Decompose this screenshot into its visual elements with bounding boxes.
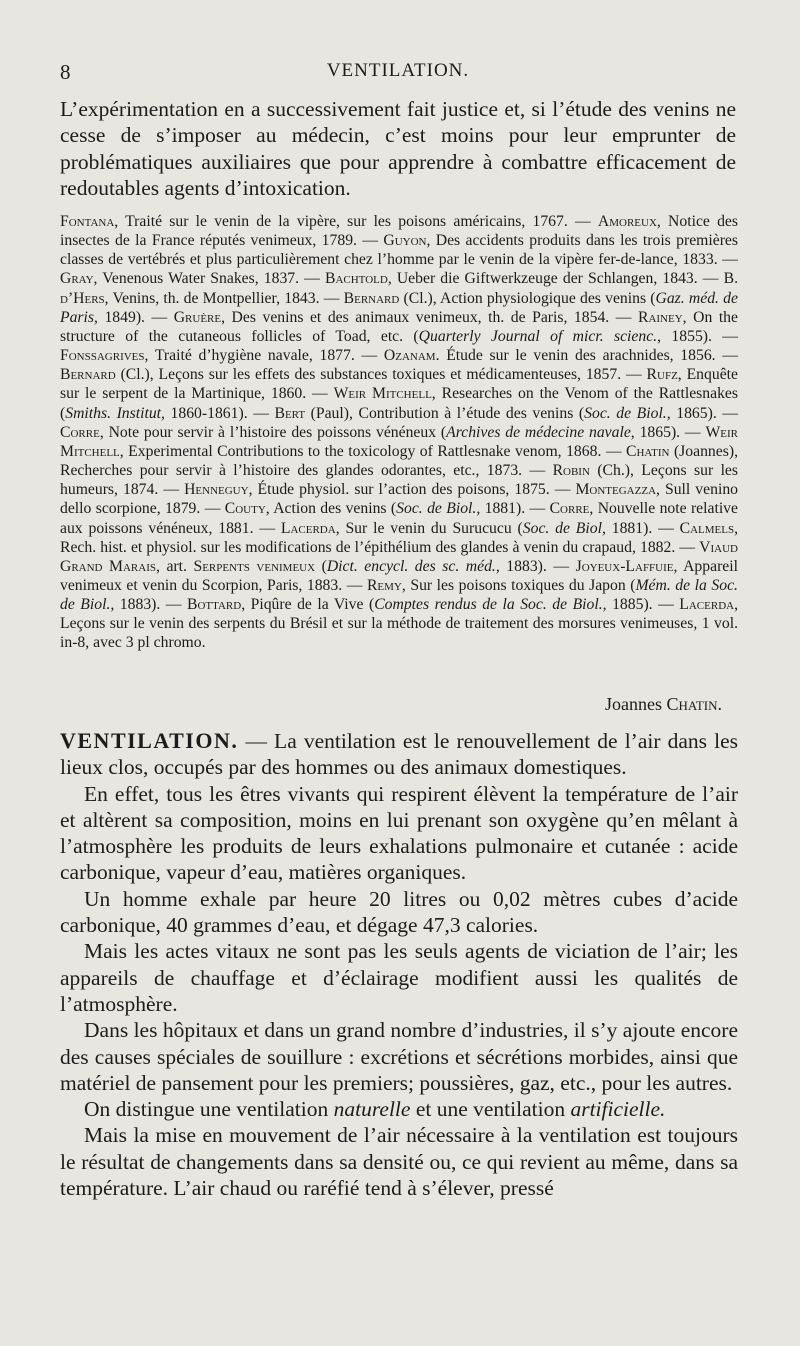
author-name: Weir Mitchell	[60, 423, 738, 460]
emphasis: naturelle	[333, 1097, 411, 1122]
journal-title: Dict. encycl. des sc. méd.,	[326, 557, 500, 575]
article-headword: VENTILATION.	[60, 728, 239, 753]
author-name: Viaud Grand Marais	[60, 538, 738, 575]
intro-paragraph: L’expérimentation en a successivement fait justice et, si l’étude des venins ne cesse de s’imposer au médecin, c’est moins pour leur emprunter de problématiques auxiliaires que pour apprendre à combattre efficacement de redoutables agents d’intoxication.	[60, 97, 736, 200]
article-paragraph: Mais la mise en mouvement de l’air nécessaire à la ventilation est toujours le résultat de changements dans sa densité ou, ce qui revient au même, dans sa température. L’air chaud ou raréfié tend à s’élever, pressé	[60, 1123, 738, 1201]
author-name: Bottard	[187, 596, 242, 614]
page-header	[60, 60, 736, 88]
author-name: Gray	[60, 270, 94, 288]
author-name: Lacerda	[679, 596, 735, 614]
page-number: 8	[60, 60, 71, 84]
author-name: B. d’Hers	[60, 270, 738, 307]
author-name: Henneguy	[184, 481, 249, 499]
journal-title: Mém. de la Soc. de Biol.,	[60, 576, 738, 614]
journal-title: Smiths. Institut,	[65, 404, 165, 422]
author-name: Bernard	[60, 366, 116, 384]
author-name: Rufz	[646, 366, 678, 384]
author-name: Calmels	[679, 519, 735, 537]
journal-title: Gaz. méd. de Paris	[60, 289, 738, 326]
author-name: Couty	[224, 500, 266, 518]
author-name: Bert	[274, 404, 306, 422]
journal-title: Archives de médecine navale,	[446, 423, 635, 441]
author-name: Weir Mitchell	[333, 385, 432, 403]
author-name: Bernard	[343, 289, 400, 307]
journal-title: Soc. de Biol.,	[396, 500, 481, 518]
signature-first-name: Joannes	[605, 694, 667, 714]
article-paragraph: Un homme exhale par heure 20 litres ou 0,02 mètres cubes d’acide carbonique, 40 grammes d’eau, et dégage 47,3 calories.	[60, 886, 738, 938]
author-name: Bachtold	[324, 270, 388, 288]
journal-title: Comptes rendus de la Soc. de Biol.,	[374, 596, 607, 614]
article-paragraph: Dans les hôpitaux et dans un grand nombre d’industries, il s’y ajoute encore des causes spéciales de souillure : excrétions et sécrétions morbides, ainsi que matériel de pansement pour les premiers; poussières, gaz, etc., pour les autres.	[60, 1018, 738, 1095]
journal-title: Soc. de Biol.,	[584, 404, 671, 422]
bibliography: Fontana, Traité sur le venin de la vipère, sur les poisons américains, 1767. — Amoreux, Notice des insectes de la France réputés venimeux, 1789. — Guyon, Des accidents produits dans les trois premières classes de vertébrés et plus particulièrement chez l’homme par le venin de la vipère fer-de-lance, 1833. — Gray, Venenous Water Snakes, 1837. — Bachtold, Ueber die Giftwerkzeuge der Schlangen, 1843. — B. d’Hers, Venins, th. de Montpellier, 1843. — Bernard (Cl.), Action physiologique des venins (Gaz. méd. de Paris, 1849). — Gruère, Des venins et des animaux venimeux, th. de Paris, 1854. — Rainey, On the structure of the cutaneous follicles of Toad, etc. (Quarterly Journal of micr. scienc., 1855). — Fonssagrives, Traité d’hygiène navale, 1877. — Ozanam. Étude sur le venin des arachnides, 1856. — Bernard (Cl.), Leçons sur les effets des substances toxiques et médicamenteuses, 1857. — Rufz, Enquête sur le serpent de la Martinique, 1860. — Weir Mitchell, Researches on the Venom of the Rattlesnakes (Smiths. Institut, 1860-1861). — Bert (Paul), Contribution à l’étude des venins (Soc. de Biol., 1865). — Corre, Note pour servir à l’histoire des poissons vénéneux (Archives de médecine navale, 1865). — Weir Mitchell, Experimental Contributions to the toxicology of Rattlesnake venom, 1868. — Chatin (Joannes), Recherches pour servir à l’histoire des glandes odorantes, etc., 1873. — Robin (Ch.), Leçons sur les humeurs, 1874. — Henneguy, Étude physiol. sur l’action des poisons, 1875. — Montegazza, Sull venino dello scorpione, 1879. — Couty, Action des venins (Soc. de Biol., 1881). — Corre, Nouvelle note relative aux poissons vénéneux, 1881. — Lacerda, Sur le venin du Surucucu (Soc. de Biol, 1881). — Calmels, Rech. hist. et physiol. sur les modifications de l’épithélium des glandes à venin du crapaud, 1882. — Viaud Grand Marais, art. Serpents venimeux (Dict. encycl. des sc. méd., 1883). — Joyeux-Laffuie, Appareil venimeux et venin du Scorpion, Paris, 1883. — Remy, Sur les poisons toxiques du Japon (Mém. de la Soc. de Biol., 1883). — Bottard, Piqûre de la Vive (Comptes rendus de la Soc. de Biol., 1885). — Lacerda, Leçons sur le venin des serpents du Brésil et sur la méthode de traitement des morsures venimeuses, 1 vol. in-8, avec 3 pl chromo.	[60, 213, 739, 652]
author-name: Ozanam	[383, 347, 436, 365]
author-name: Corre	[549, 500, 590, 518]
article-reference: Serpents venimeux	[193, 557, 316, 575]
journal-title: Soc. de Biol	[522, 519, 602, 537]
author-name: Guyon	[383, 232, 427, 250]
author-name: Remy	[366, 576, 402, 594]
author-name: Chatin	[626, 442, 670, 460]
author-name: Corre	[60, 423, 100, 441]
author-name: Amoreux	[597, 213, 657, 230]
author-name: Montegazza	[575, 481, 657, 499]
emphasis: artificielle.	[570, 1097, 666, 1122]
article-paragraph: Mais les actes vitaux ne sont pas les seuls agents de viciation de l’air; les appareils de chauffage et d’éclairage modifient aussi les qualités de l’atmosphère.	[60, 939, 738, 1016]
article-paragraph: On distingue une ventilation naturelle et une ventilation artificielle.	[84, 1097, 666, 1122]
article-ventilation	[60, 728, 738, 1201]
article-paragraph: En effet, tous les êtres vivants qui respirent élèvent la température de l’air et altèrent sa composition, moins en lui prenant son oxygène qu’en mêlant à l’atmosphère les produits de leurs exhalations pulmonaire et cutanée : acide carbonique, vapeur d’eau, matières organiques.	[60, 781, 738, 885]
author-name: Rainey	[637, 308, 683, 326]
author-name: Fontana	[60, 213, 115, 230]
author-name: Fonssagrives	[60, 347, 145, 365]
author-name: Gruère	[173, 308, 222, 326]
signature-last-name: Chatin.	[666, 694, 722, 714]
journal-title: Quarterly Journal of micr. scienc.	[418, 327, 658, 345]
author-name: Lacerda	[280, 519, 336, 537]
author-name: Robin	[552, 462, 590, 480]
article-paragraph: VENTILATION. — La ventilation est le renouvellement de l’air dans les lieux clos, occupés par des hommes ou des animaux domestiques.	[60, 728, 738, 780]
running-title: VENTILATION.	[326, 60, 470, 81]
author-name: Joyeux-Laffuie	[575, 557, 674, 575]
author-signature	[605, 694, 722, 715]
